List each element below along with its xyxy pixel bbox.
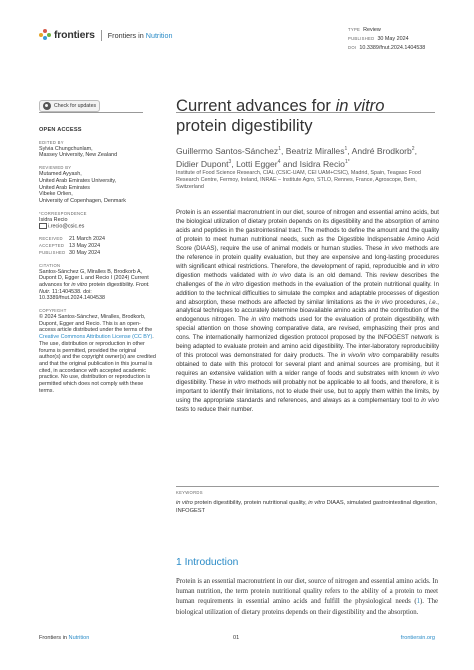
footer-site-link[interactable]: frontiersin.org	[400, 635, 435, 641]
citation-block: CITATION Santos-Sánchez G, Miralles B, Brodkorb A, Dupont D, Egger L and Recio I (2024) Current advances for in vitro protein digestibility. Front. Nutr. 11:1404538. doi: 10.3389/fnut.2024.1404538	[39, 262, 150, 302]
check-for-updates-button[interactable]	[39, 100, 100, 112]
type-line: TYPE Review	[348, 27, 381, 33]
copyright-block: COPYRIGHT © 2024 Santos-Sánchez, Miralles, Brodkorb, Dupont, Egger and Recio. This is an open-access article distributed under the terms of the Creative Commons Attribution License (CC BY). The use, distribution or reproduction in other forums is permitted, provided the original author(s) and the copyright owner(s) are credited and that the original publication in this journal is cited, in accordance with accepted academic practice. No use, distribution or reproduction is permitted which does not comply with these terms.	[39, 308, 156, 394]
edited-by-block: EDITED BY Sylvia Chungchunlam, Massey University, New Zealand	[39, 139, 118, 159]
logo-divider	[101, 30, 102, 41]
article-meta	[348, 26, 425, 52]
footer-journal: Frontiers in Nutrition	[39, 635, 90, 641]
doi-line[interactable]: DOI 10.3389/fnut.2024.1404538	[348, 44, 426, 51]
author-list: Guillermo Santos-Sánchez$^1$, Beatriz Miralles$^1$, André Brodkorb$^2$, Didier Dupont$^3$, Lotti Egger$^4$ and Isidra Recio$^{1*}$	[176, 145, 417, 170]
correspondence-block: *CORRESPONDENCE Isidra Recio i.recio@csic.es	[39, 211, 157, 231]
section-heading: 1 Introduction	[176, 557, 239, 568]
logo-text: frontiers	[54, 29, 95, 41]
affiliations: Institute of Food Science Research, CIAL (CSIC-UAM, CEI UAM+CSIC), Madrid, Spain, Teagasc Food Research Centre, Fermoy, Ireland, INRAE – Institute Agro, STLO, Rennes, France, Agroscope, Bern, Switzerland	[176, 170, 421, 190]
correspondence-email[interactable]: i.recio@csic.es	[39, 223, 157, 230]
frontiers-logo[interactable]	[39, 29, 173, 41]
open-access-label: OPEN ACCESS	[39, 127, 82, 133]
abstract-text: Protein is an essential macronutrient in our diet, source of nitrogen and essential amino acids, but the biological utilization of dietary protein depends on its digestibility and the absorption of amino acids and peptides in the gastrointestinal tract. The methods to define the amount and the quality of protein to meet human nutritional needs, such as the Digestible Indispensable Amino Acid Score (DIAAS), require the use of animal models or human studies. These in vivo methods are the reference in protein quality evaluation, but they are expensive and long-lasting procedures with significant ethical restrictions. Therefore, the development of rapid, reproducible and in vitro digestion methods validated with in vivo data is an old demand. This review describes the challenges of the in vitro digestion methods in the evaluation of the protein nutritional quality. In addition to the technical difficulties to simulate the complex and adaptable processes of digestion and absorption, these methods are affected by similar limitations as the in vivo procedures, i.e., analytical techniques to accurately determine bioavailable amino acids and the contribution of the endogenous nitrogen. The in vitro methods used for the evaluation of protein digestibility, with special attention on those showing comparative data, are revised, emphasizing their pros and cons. The internationally harmonized digestion protocol proposed by the INFOGEST network is being adapted to evaluate protein and amino acid digestibility. The inter-laboratory reproducibility of this protocol was demonstrated for dairy products. The in vivo/in vitro comparability results obtained to date with this protocol for several plant and animal sources are promising, but it requires an extensive validation with a wider range of foods and substrates with known in vivo digestibility. These in vitro methods will probably not be applicable to all foods, and therefore, it is important to identify their limitations, not to elude their use, but to apply them within the limits, by using the appropriate standards and references, and always as a complementary tool to in vivo tests to reduce their number.	[176, 209, 440, 413]
mail-icon	[39, 223, 47, 229]
article-sidebar	[39, 127, 157, 401]
page-number: 01	[233, 635, 240, 641]
page-header	[0, 0, 474, 55]
intro-paragraph: Protein is an essential macronutrient in our diet, source of nitrogen and essential amino acids. In human nutrition, the term protein nutritional quality refers to the ability of a protein to meet human requirements in essential amino acids and fulfill the physiological needs (1). The biological utilization of dietary proteins depends on their digestibility and the absorption.	[176, 578, 439, 616]
frontiers-logo-icon	[39, 29, 51, 41]
keywords-divider	[176, 486, 439, 487]
sidebar-divider	[39, 112, 143, 113]
published-line: PUBLISHED 30 May 2024	[348, 35, 409, 42]
reviewed-by-block: REVIEWED BY Mutamed Ayyash, United Arab Emirates University, United Arab Emirates Vibeke Orlien, University of Copenhagen, Denmark	[39, 165, 126, 204]
check-updates-label: Check for updates	[54, 103, 97, 109]
cc-license-link[interactable]: Creative Commons Attribution License (CC BY)	[39, 334, 153, 341]
article-title: Current advances for in vitro protein digestibility	[176, 96, 385, 135]
keywords: in vitro protein digestibility, protein nutritional quality, in vitro DIAAS, simulated gastrointestinal digestion, INFOGEST	[176, 500, 437, 514]
journal-name: Frontiers in Nutrition	[107, 30, 173, 40]
update-check-icon	[43, 102, 51, 110]
keywords-label: KEYWORDS	[176, 490, 203, 495]
abstract	[176, 209, 439, 415]
dates-block: RECEIVED 21 March 2024 ACCEPTED 13 May 2024 PUBLISHED 30 May 2024	[39, 236, 105, 256]
